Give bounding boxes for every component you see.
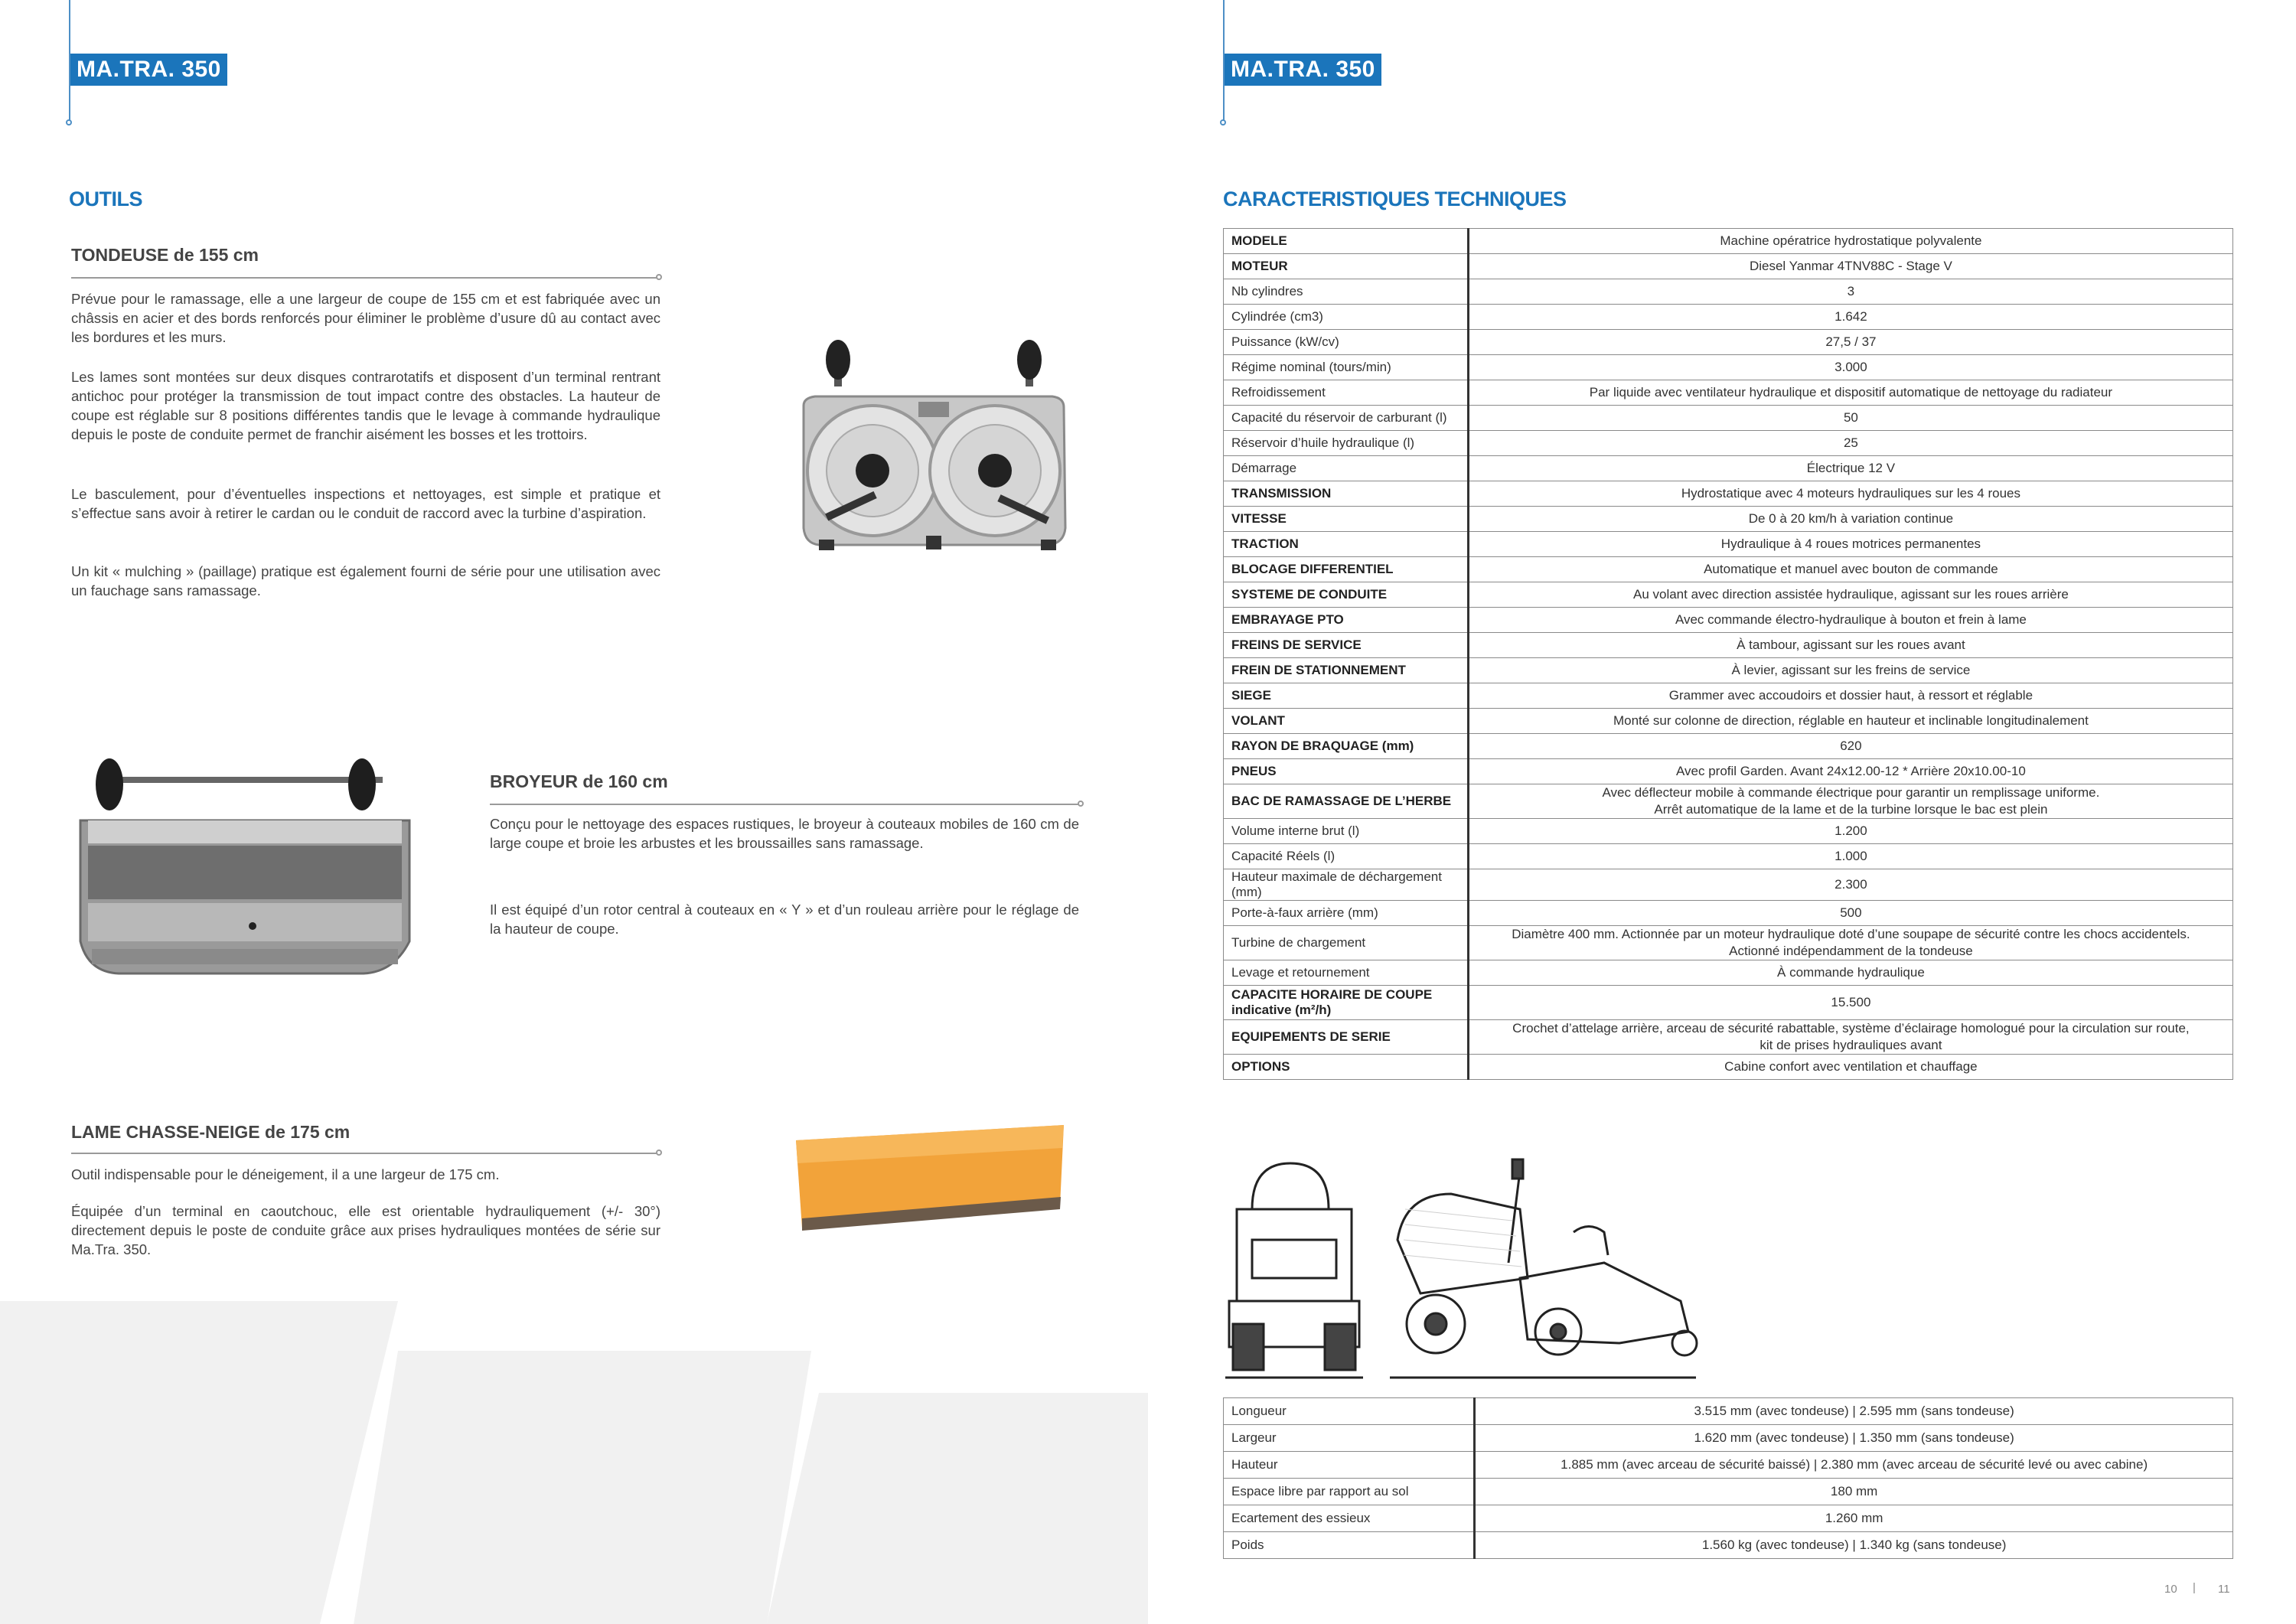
- dimension-row: [1224, 1479, 2233, 1505]
- spec-table: [1223, 228, 2233, 1080]
- spec-label: [1224, 532, 1469, 557]
- spec-label-text: Cylindrée (cm3): [1231, 309, 1323, 324]
- spec-row: [1224, 683, 2233, 709]
- tool-rule: [71, 1153, 657, 1154]
- spec-value: [1468, 819, 2232, 844]
- spec-label-text: Puissance (kW/cv): [1231, 334, 1339, 349]
- spec-row: [1224, 1055, 2233, 1080]
- chasse-neige-para-2: Équipée d’un terminal en caoutchouc, elle est orientable hydrauliquement (+/- 30°) directement depuis le poste de conduite grâce aux prises hydrauliques montées de série sur Ma.Tra. 350.: [71, 1203, 660, 1257]
- tool-rule: [490, 804, 1079, 805]
- spec-label: [1224, 1020, 1469, 1055]
- spec-value: [1468, 456, 2232, 481]
- spec-label-text: MODELE: [1231, 233, 1287, 248]
- spec-value-text: Hydraulique à 4 roues motrices permanentes: [1720, 536, 1981, 551]
- spec-row: [1224, 557, 2233, 582]
- spec-label-text: FREINS DE SERVICE: [1231, 638, 1362, 652]
- spec-value: [1468, 658, 2232, 683]
- spec-value-text: Cabine confort avec ventilation et chauffage: [1724, 1059, 1978, 1074]
- dimension-label: Poids: [1224, 1532, 1475, 1559]
- spec-value-text: Avec déflecteur mobile à commande électrique pour garantir un remplissage uniforme.: [1602, 785, 2100, 800]
- dimension-row: [1224, 1425, 2233, 1452]
- spec-label: [1224, 784, 1469, 819]
- spec-value-text: À tambour, agissant sur les roues avant: [1737, 638, 1965, 652]
- snow-blade-image: [788, 1117, 1071, 1240]
- spec-value-text: 27,5 / 37: [1825, 334, 1877, 349]
- spec-value-text: Avec profil Garden. Avant 24x12.00-12 * Arrière 20x10.00-10: [1676, 764, 2026, 778]
- spec-label: [1224, 481, 1469, 507]
- tondeuse-para-2: Les lames sont montées sur deux disques contrarotatifs et disposent d’un terminal rentrant antichoc pour protéger la transmission de tout impact contre des obstacles. La hauteur de coupe est réglable sur 8 positions différentes tandis que le levage à commande hydraulique depuis le poste de conduite permet de franchir aisément les bosses et les trottoirs.: [71, 369, 660, 442]
- spec-row: [1224, 819, 2233, 844]
- spec-label: [1224, 456, 1469, 481]
- dimensions-table: [1223, 1397, 2233, 1559]
- spec-value-text: 3: [1847, 284, 1855, 298]
- spec-value-text: 500: [1840, 905, 1862, 920]
- spec-label-text: BAC DE RAMASSAGE DE L’HERBE: [1231, 794, 1452, 808]
- spec-label-text: EQUIPEMENTS DE SERIE: [1231, 1029, 1391, 1044]
- dimension-row: [1224, 1398, 2233, 1425]
- spec-value: [1468, 901, 2232, 926]
- spec-label-text: EMBRAYAGE PTO: [1231, 612, 1344, 627]
- spec-value: [1468, 229, 2232, 254]
- spec-row: [1224, 960, 2233, 986]
- spec-value-text: 620: [1840, 739, 1862, 753]
- dimension-value: 1.885 mm (avec arceau de sécurité baissé) | 2.380 mm (avec arceau de sécurité levé ou avec cabine): [1475, 1452, 2233, 1479]
- dimension-label: Hauteur: [1224, 1452, 1475, 1479]
- spec-label-text: indicative (m²/h): [1231, 1003, 1332, 1017]
- spec-label-text: MOTEUR: [1231, 259, 1288, 273]
- broyeur-para-1: Conçu pour le nettoyage des espaces rustiques, le broyeur à couteaux mobiles de 160 cm de large coupe et broie les arbustes et les broussailles sans ramassage.: [490, 816, 1079, 851]
- spec-label: [1224, 901, 1469, 926]
- spec-value-text: 2.300: [1835, 877, 1867, 892]
- dimension-value: 180 mm: [1475, 1479, 2233, 1505]
- spec-value: [1468, 507, 2232, 532]
- spec-row: [1224, 784, 2233, 819]
- spec-value: [1468, 1020, 2232, 1055]
- spec-value-text: Électrique 12 V: [1806, 461, 1896, 475]
- spec-value: [1468, 960, 2232, 986]
- spec-value-text: Grammer avec accoudoirs et dossier haut, à ressort et réglable: [1668, 688, 2033, 703]
- spec-row: [1224, 608, 2233, 633]
- spec-value-text: À commande hydraulique: [1777, 965, 1925, 980]
- spec-label-text: Démarrage: [1231, 461, 1297, 475]
- page-number-left: 10: [2164, 1583, 2177, 1596]
- spec-row: [1224, 734, 2233, 759]
- spec-label-text: Réservoir d’huile hydraulique (l): [1231, 435, 1415, 450]
- tool-rule: [71, 277, 657, 279]
- spec-value: [1468, 380, 2232, 406]
- spec-value: [1468, 633, 2232, 658]
- spec-row: [1224, 305, 2233, 330]
- spec-value-text: Avec commande électro-hydraulique à bouton et frein à lame: [1675, 612, 2027, 627]
- spec-value: [1468, 608, 2232, 633]
- spec-row: [1224, 844, 2233, 869]
- section-title-outils: OUTILS: [69, 188, 142, 210]
- spec-value: [1468, 481, 2232, 507]
- decor-shape: [352, 1351, 811, 1624]
- dimension-row: [1224, 1452, 2233, 1479]
- spec-value-text: Diesel Yanmar 4TNV88C - Stage V: [1749, 259, 1952, 273]
- spec-label-text: Turbine de chargement: [1231, 935, 1366, 950]
- tool-title-broyeur: BROYEUR de 160 cm: [490, 771, 668, 791]
- spec-value-text: Machine opératrice hydrostatique polyvalente: [1720, 233, 1982, 248]
- spec-row: [1224, 582, 2233, 608]
- mower-image: [788, 337, 1079, 566]
- spec-value: [1468, 869, 2232, 901]
- tool-title-chasse-neige: LAME CHASSE-NEIGE de 175 cm: [71, 1122, 351, 1142]
- spec-value: [1468, 759, 2232, 784]
- spec-label: [1224, 582, 1469, 608]
- spec-value: [1468, 926, 2232, 960]
- spec-value-text: Par liquide avec ventilateur hydraulique et dispositif automatique de nettoyage du radiateur: [1589, 385, 2113, 399]
- spec-label: [1224, 431, 1469, 456]
- dimension-row: [1224, 1505, 2233, 1532]
- spec-label-text: Capacité du réservoir de carburant (l): [1231, 410, 1447, 425]
- spec-row: [1224, 380, 2233, 406]
- spec-row: [1224, 431, 2233, 456]
- spec-value: [1468, 355, 2232, 380]
- spec-row: [1224, 355, 2233, 380]
- spec-value: [1468, 254, 2232, 279]
- spec-label: [1224, 254, 1469, 279]
- spec-label-text: Volume interne brut (l): [1231, 823, 1360, 838]
- spec-label: [1224, 683, 1469, 709]
- section-title-caracteristiques: CARACTERISTIQUES TECHNIQUES: [1223, 188, 1567, 210]
- spec-label: [1224, 734, 1469, 759]
- tondeuse-para-1: Prévue pour le ramassage, elle a une largeur de coupe de 155 cm et est fabriquée avec un châssis en acier et des bords renforcés pour éliminer le problème d’usure dû au contact avec les bordures et les murs.: [71, 291, 660, 345]
- machine-drawing: [1221, 1148, 1719, 1393]
- broyeur-para-2: Il est équipé d’un rotor central à couteaux en « Y » et d’un rouleau arrière pour le réglage de la hauteur de coupe.: [490, 902, 1079, 937]
- spec-label-text: FREIN DE STATIONNEMENT: [1231, 663, 1406, 677]
- spec-value-text: 3.000: [1835, 360, 1867, 374]
- spec-value: [1468, 683, 2232, 709]
- spec-value-text: Automatique et manuel avec bouton de commande: [1704, 562, 1998, 576]
- spec-label: [1224, 608, 1469, 633]
- dimension-label: Espace libre par rapport au sol: [1224, 1479, 1475, 1505]
- dimension-value: 3.515 mm (avec tondeuse) | 2.595 mm (sans tondeuse): [1475, 1398, 2233, 1425]
- shredder-image: [73, 750, 417, 980]
- spec-value-text: 50: [1843, 410, 1858, 425]
- spec-label: [1224, 844, 1469, 869]
- spec-row: [1224, 1020, 2233, 1055]
- spec-row: [1224, 456, 2233, 481]
- spec-label-text: SIEGE: [1231, 688, 1271, 703]
- spec-label: [1224, 380, 1469, 406]
- spec-row: [1224, 406, 2233, 431]
- spec-value: [1468, 330, 2232, 355]
- spec-row: [1224, 901, 2233, 926]
- spec-label-text: Régime nominal (tours/min): [1231, 360, 1391, 374]
- spec-value: [1468, 532, 2232, 557]
- spec-row: [1224, 229, 2233, 254]
- spec-label-text: Porte-à-faux arrière (mm): [1231, 905, 1378, 920]
- spec-label-text: Nb cylindres: [1231, 284, 1303, 298]
- spec-value-text: À levier, agissant sur les freins de service: [1731, 663, 1971, 677]
- spec-label-text: Hauteur maximale de déchargement (mm): [1231, 869, 1442, 899]
- spec-value-text: Monté sur colonne de direction, réglable en hauteur et inclinable longitudinalement: [1613, 713, 2089, 728]
- spec-row: [1224, 254, 2233, 279]
- spec-value: [1468, 557, 2232, 582]
- spec-label: [1224, 869, 1469, 901]
- spec-label-text: TRANSMISSION: [1231, 486, 1332, 501]
- spec-label-text: RAYON DE BRAQUAGE (mm): [1231, 739, 1414, 753]
- spec-label: [1224, 355, 1469, 380]
- spec-value: [1468, 784, 2232, 819]
- chasse-neige-para-1: Outil indispensable pour le déneigement, il a une largeur de 175 cm.: [71, 1166, 500, 1182]
- spec-label: [1224, 658, 1469, 683]
- spec-row: [1224, 330, 2233, 355]
- spec-value-text: kit de prises hydrauliques avant: [1760, 1038, 1942, 1052]
- brand-badge: MA.TRA. 350: [1225, 54, 1381, 86]
- spec-value: [1468, 734, 2232, 759]
- spec-label: [1224, 986, 1469, 1020]
- spec-label: [1224, 229, 1469, 254]
- dimension-label: Longueur: [1224, 1398, 1475, 1425]
- dimension-value: 1.560 kg (avec tondeuse) | 1.340 kg (sans tondeuse): [1475, 1532, 2233, 1559]
- spec-label-text: VOLANT: [1231, 713, 1285, 728]
- dimension-value: 1.620 mm (avec tondeuse) | 1.350 mm (sans tondeuse): [1475, 1425, 2233, 1452]
- spec-value-text: Actionné indépendamment de la tondeuse: [1729, 944, 1973, 958]
- spec-value: [1468, 279, 2232, 305]
- spec-label: [1224, 926, 1469, 960]
- spec-label: [1224, 330, 1469, 355]
- spec-value-text: Au volant avec direction assistée hydraulique, agissant sur les roues arrière: [1632, 587, 2069, 602]
- decor-shape: [765, 1393, 1148, 1624]
- spec-label-text: Capacité Réels (l): [1231, 849, 1336, 863]
- spec-label-text: VITESSE: [1231, 511, 1287, 526]
- spec-value-text: 1.000: [1835, 849, 1867, 863]
- spec-row: [1224, 279, 2233, 305]
- spec-value: [1468, 844, 2232, 869]
- spec-label: [1224, 1055, 1469, 1080]
- spec-label-text: OPTIONS: [1231, 1059, 1290, 1074]
- brand-badge: MA.TRA. 350: [70, 54, 227, 86]
- spec-value: [1468, 406, 2232, 431]
- spec-row: [1224, 507, 2233, 532]
- spec-row: [1224, 633, 2233, 658]
- spec-value-text: 1.200: [1835, 823, 1867, 838]
- spec-value-text: Arrêt automatique de la lame et de la turbine lorsque le bac est plein: [1654, 802, 2048, 817]
- dimension-row: [1224, 1532, 2233, 1559]
- right-page: [1148, 0, 2296, 1624]
- spec-label-text: CAPACITE HORAIRE DE COUPE: [1231, 987, 1433, 1002]
- spec-value: [1468, 431, 2232, 456]
- spec-value-text: 1.642: [1835, 309, 1867, 324]
- spec-row: [1224, 986, 2233, 1020]
- spec-label-text: PNEUS: [1231, 764, 1277, 778]
- spec-value-text: Crochet d’attelage arrière, arceau de sécurité rabattable, système d’éclairage homologué pour la circulation sur route,: [1512, 1021, 2190, 1035]
- spec-value-text: De 0 à 20 km/h à variation continue: [1748, 511, 1954, 526]
- spec-value-text: Diamètre 400 mm. Actionnée par un moteur hydraulique doté d’une soupape de sécurité contre les chocs accidentels.: [1512, 927, 2190, 941]
- spec-label-text: SYSTEME DE CONDUITE: [1231, 587, 1388, 602]
- spec-value-text: 25: [1843, 435, 1858, 450]
- spec-row: [1224, 926, 2233, 960]
- spec-row: [1224, 532, 2233, 557]
- spec-value: [1468, 582, 2232, 608]
- tondeuse-para-3: Le basculement, pour d’éventuelles inspections et nettoyages, est simple et pratique et s’effectue sans avoir à retirer le cardan ou le conduit de raccord avec la turbine d’aspiration.: [71, 486, 660, 521]
- spec-row: [1224, 709, 2233, 734]
- spec-label-text: BLOCAGE DIFFERENTIEL: [1231, 562, 1394, 576]
- dimension-value: 1.260 mm: [1475, 1505, 2233, 1532]
- spec-row: [1224, 759, 2233, 784]
- spec-label: [1224, 759, 1469, 784]
- page-number-separator: |: [2193, 1581, 2196, 1594]
- spec-value: [1468, 986, 2232, 1020]
- spec-row: [1224, 869, 2233, 901]
- dimension-label: Largeur: [1224, 1425, 1475, 1452]
- spec-label-text: Refroidissement: [1231, 385, 1326, 399]
- spec-label: [1224, 406, 1469, 431]
- spec-label: [1224, 305, 1469, 330]
- spec-label-text: TRACTION: [1231, 536, 1299, 551]
- spec-label: [1224, 819, 1469, 844]
- spec-row: [1224, 658, 2233, 683]
- spec-value: [1468, 709, 2232, 734]
- spec-row: [1224, 481, 2233, 507]
- spec-value-text: 15.500: [1831, 995, 1871, 1009]
- decor-shape: [0, 1301, 398, 1624]
- spec-label: [1224, 507, 1469, 532]
- spec-value-text: Hydrostatique avec 4 moteurs hydrauliques sur les 4 roues: [1681, 486, 2020, 501]
- spec-label: [1224, 960, 1469, 986]
- spec-label: [1224, 557, 1469, 582]
- spec-label: [1224, 279, 1469, 305]
- spec-label-text: Levage et retournement: [1231, 965, 1370, 980]
- spec-value: [1468, 1055, 2232, 1080]
- spec-label: [1224, 633, 1469, 658]
- tool-title-tondeuse: TONDEUSE de 155 cm: [71, 245, 259, 265]
- spec-label: [1224, 709, 1469, 734]
- spec-value: [1468, 305, 2232, 330]
- tondeuse-para-4: Un kit « mulching » (paillage) pratique est également fourni de série pour une utilisation avec un fauchage sans ramassage.: [71, 563, 660, 598]
- page-number-right: 11: [2218, 1583, 2230, 1596]
- dimension-label: Ecartement des essieux: [1224, 1505, 1475, 1532]
